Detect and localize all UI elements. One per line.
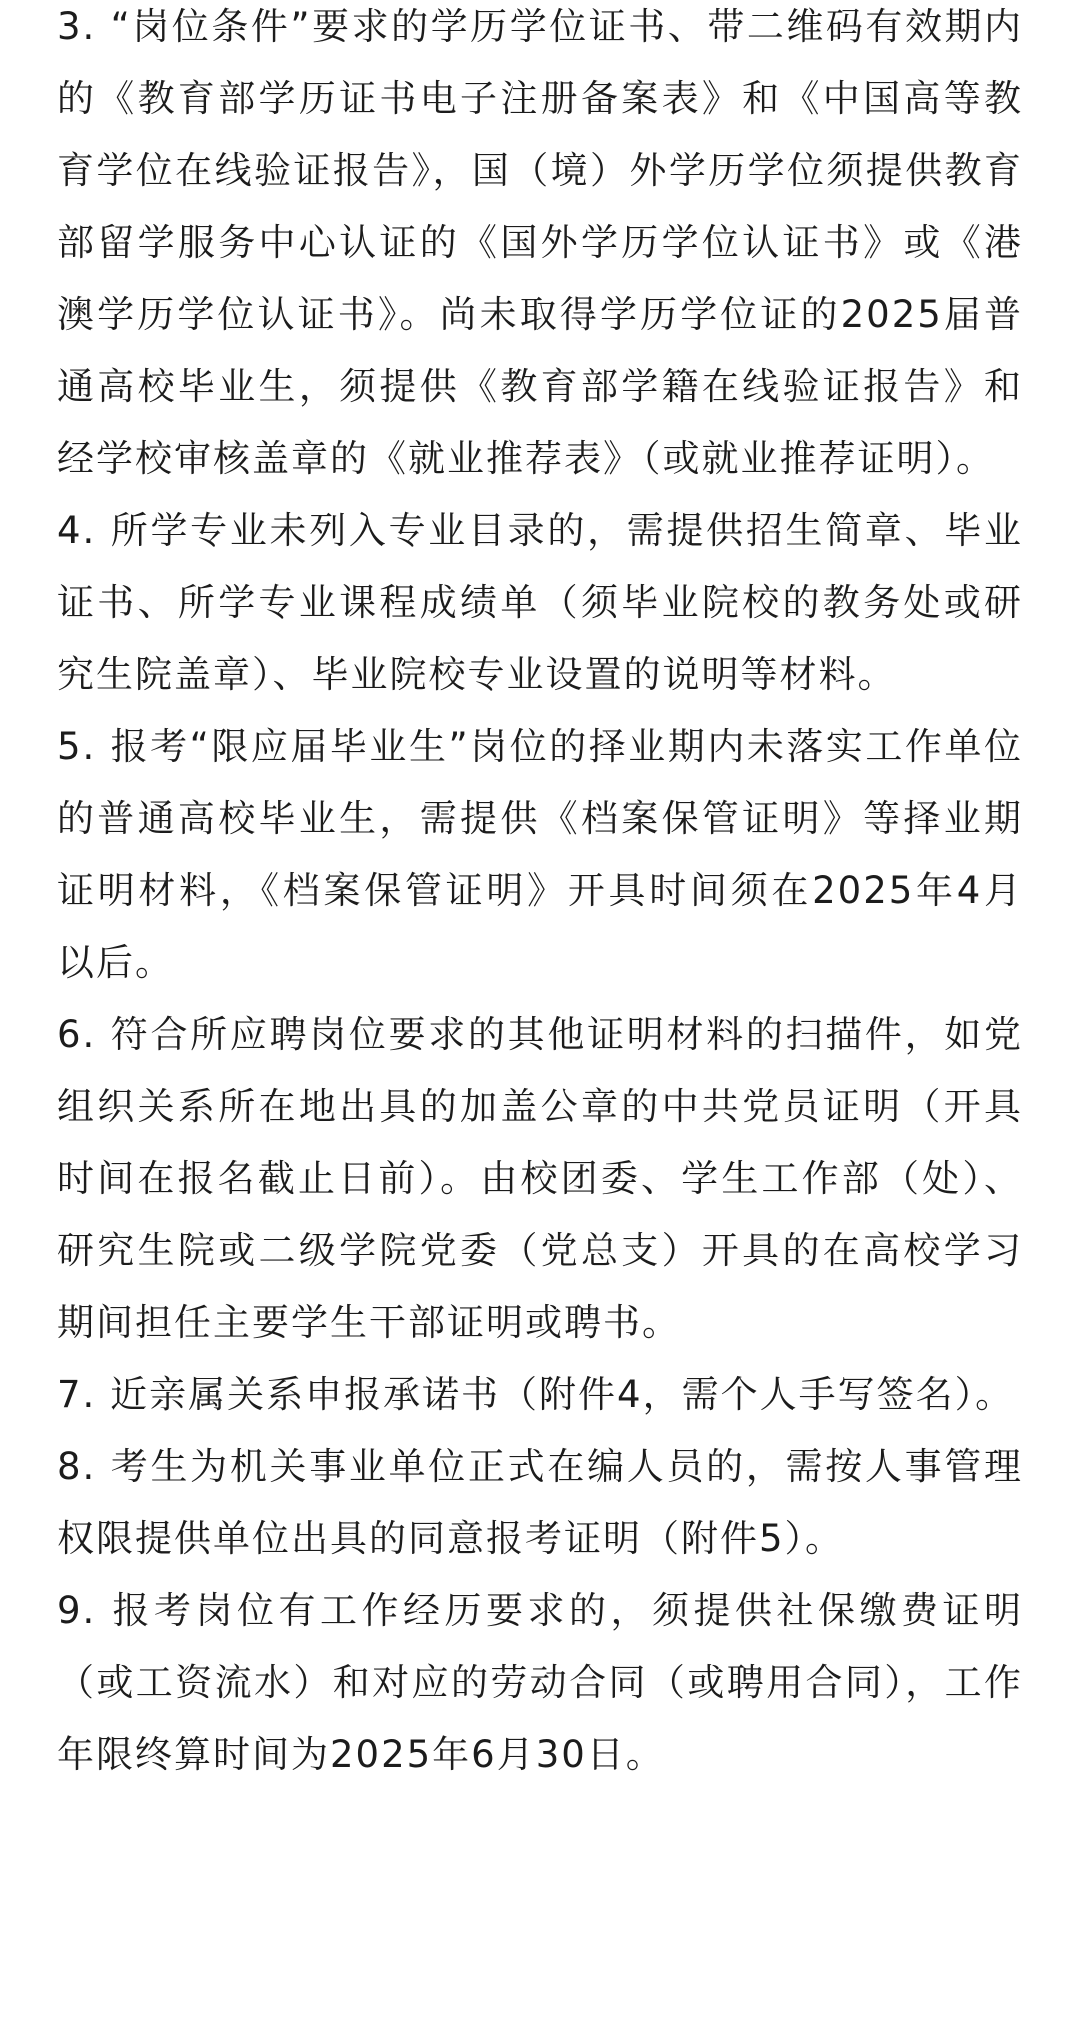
list-item-4: 4. 所学专业未列入专业目录的，需提供招生简章、毕业证书、所学专业课程成绩单（须毕业院校的教务处或研究生院盖章）、毕业院校专业设置的说明等材料。 — [57, 509, 1023, 696]
list-item-3: 3. “岗位条件”要求的学历学位证书、带二维码有效期内的《教育部学历证书电子注册备案表》和《中国高等教育学位在线验证报告》，国（境）外学历学位须提供教育部留学服务中心认证的《国外学历学位认证书》或《港澳学历学位认证书》。尚未取得学历学位证的2025届普通高校毕业生，须提供《教育部学籍在线验证报告》和经学校审核盖章的《就业推荐表》（或就业推荐证明）。 — [57, 5, 1023, 480]
document-body — [57, 0, 1023, 1791]
list-item-5: 5. 报考“限应届毕业生”岗位的择业期内未落实工作单位的普通高校毕业生，需提供《档案保管证明》等择业期证明材料，《档案保管证明》开具时间须在2025年4月以后。 — [57, 725, 1023, 984]
list-item-9: 9. 报考岗位有工作经历要求的，须提供社保缴费证明（或工资流水）和对应的劳动合同（或聘用合同），工作年限终算时间为2025年6月30日。 — [57, 1589, 1023, 1776]
list-item-7: 7. 近亲属关系申报承诺书（附件4，需个人手写签名）。 — [57, 1373, 1015, 1416]
list-item-6: 6. 符合所应聘岗位要求的其他证明材料的扫描件，如党组织关系所在地出具的加盖公章的中共党员证明（开具时间在报名截止日前）。由校团委、学生工作部（处）、研究生院或二级学院党委（党总支）开具的在高校学习期间担任主要学生干部证明或聘书。 — [57, 1013, 1023, 1344]
list-item-8: 8. 考生为机关事业单位正式在编人员的，需按人事管理权限提供单位出具的同意报考证明（附件5）。 — [57, 1445, 1023, 1560]
